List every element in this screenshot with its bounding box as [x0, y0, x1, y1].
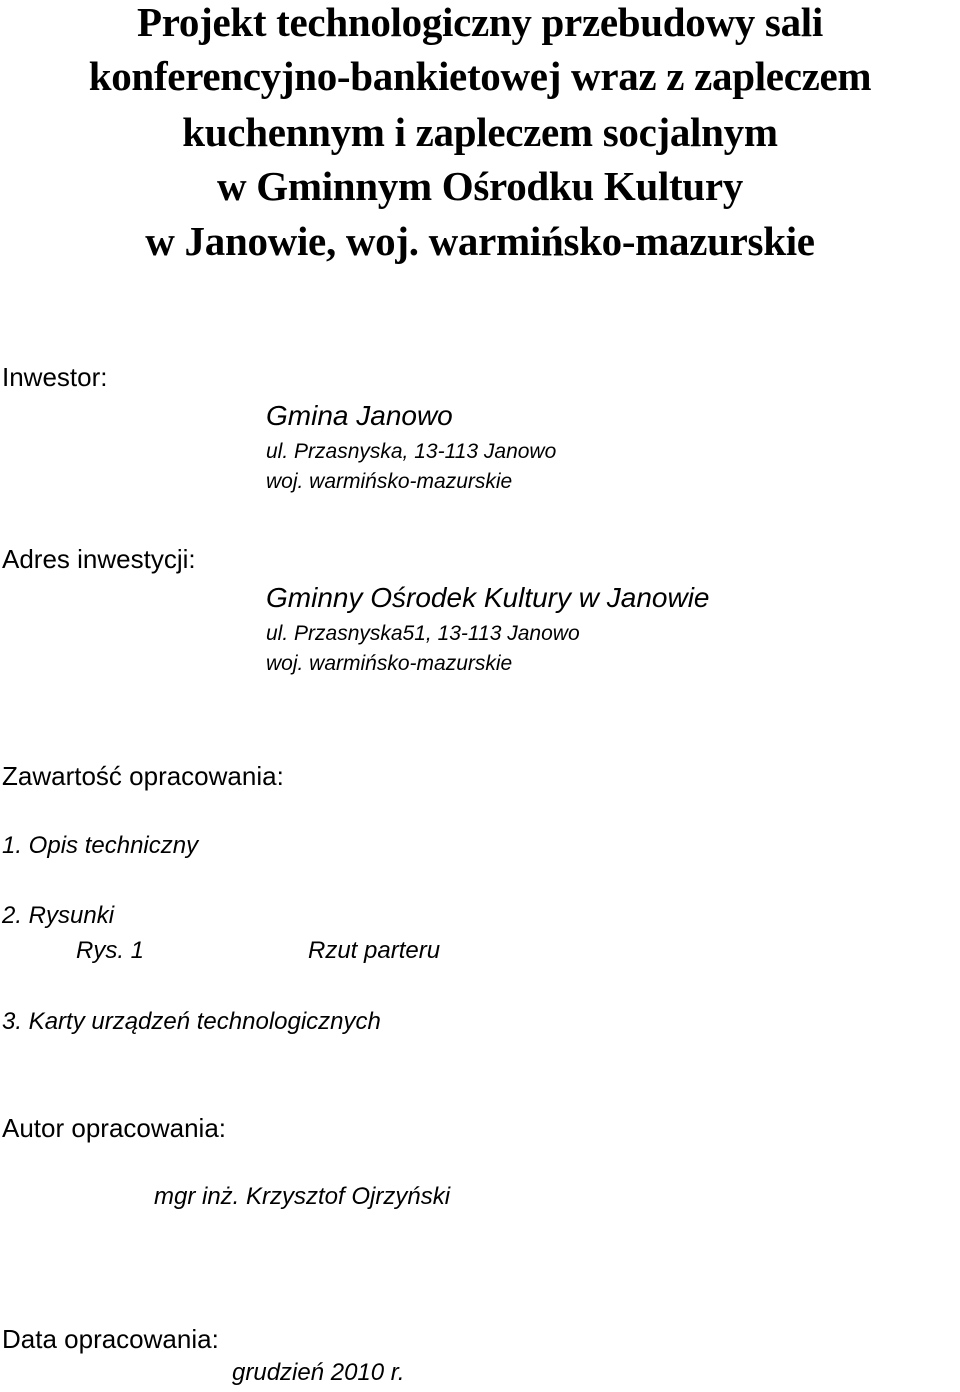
contents-label: Zawartość opracowania: — [2, 761, 284, 791]
drawing-number: Rys. 1 — [76, 937, 145, 964]
contents-item-2: 2. Rysunki — [2, 902, 115, 929]
investment-street: ul. Przasnyska51, 13-113 Janowo — [266, 622, 580, 645]
author-name: mgr inż. Krzysztof Ojrzyński — [154, 1183, 451, 1210]
investor-region: woj. warmińsko-mazurskie — [266, 470, 513, 493]
drawing-title: Rzut parteru — [308, 937, 441, 964]
investment-region: woj. warmińsko-mazurskie — [266, 652, 513, 675]
investment-address-label: Adres inwestycji: — [2, 544, 196, 574]
investment-name: Gminny Ośrodek Kultury w Janowie — [266, 582, 710, 613]
title-line-1: Projekt technologiczny przebudowy sali — [137, 0, 823, 45]
date-label: Data opracowania: — [2, 1324, 219, 1354]
investor-name: Gmina Janowo — [266, 400, 453, 431]
author-label: Autor opracowania: — [2, 1113, 227, 1143]
contents-item-1: 1. Opis techniczny — [2, 832, 199, 859]
title-line-3: kuchennym i zapleczem socjalnym — [182, 109, 778, 155]
title-line-5: w Janowie, woj. warmińsko-mazurskie — [145, 218, 815, 264]
investor-label: Inwestor: — [2, 362, 108, 392]
date-value: grudzień 2010 r. — [232, 1359, 405, 1386]
title-line-2: konferencyjno-bankietowej wraz z zapleczem — [88, 53, 872, 99]
investor-street: ul. Przasnyska, 13-113 Janowo — [266, 440, 557, 463]
title-line-4: w Gminnym Ośrodku Kultury — [216, 163, 743, 209]
contents-item-3: 3. Karty urządzeń technologicznych — [2, 1008, 381, 1035]
